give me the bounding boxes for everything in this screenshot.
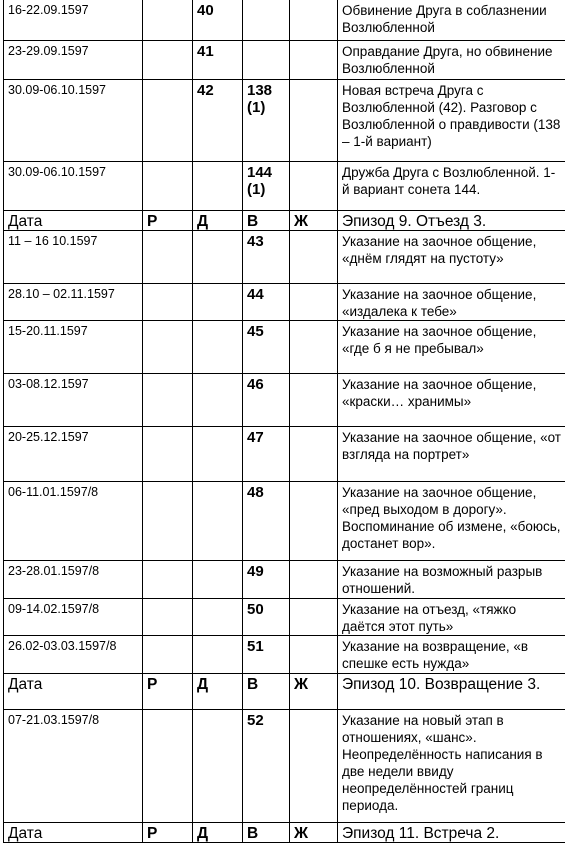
episode-cell: Указание на возможный разрыв отношений. (338, 561, 565, 599)
episode-cell: Указание на заочное общение, «где б я не пребывал» (338, 321, 565, 374)
episode-cell: Обвинение Друга в соблазнении Возлюбленной (338, 0, 565, 41)
date-cell: 15-20.11.1597 (4, 321, 143, 374)
episode-cell: Дружба Друга с Возлюбленной. 1-й вариант сонета 144. (338, 162, 565, 211)
date-cell: 03-08.12.1597 (4, 374, 143, 427)
v-cell: 144 (1) (243, 162, 290, 211)
v-cell: 47 (243, 427, 290, 482)
d-cell: Д (193, 674, 243, 710)
r-cell (143, 284, 193, 321)
table-row (4, 561, 565, 599)
date-cell: 11 – 16 10.1597 (4, 231, 143, 284)
v-cell: В (243, 674, 290, 710)
r-cell: Р (143, 674, 193, 710)
episode-cell: Оправдание Друга, но обвинение Возлюбленной (338, 41, 565, 80)
table-row (4, 284, 565, 321)
zh-cell (290, 162, 338, 211)
table-header-row (4, 823, 565, 843)
zh-cell (290, 561, 338, 599)
date-cell: Дата (4, 823, 143, 843)
table-row (4, 599, 565, 636)
r-cell (143, 710, 193, 823)
v-cell: 52 (243, 710, 290, 823)
episode-cell: Указание на заочное общение, «от взгляда на портрет» (338, 427, 565, 482)
date-cell: 09-14.02.1597/8 (4, 599, 143, 636)
v-cell: 43 (243, 231, 290, 284)
zh-cell: Ж (290, 211, 338, 231)
v-cell: 48 (243, 482, 290, 561)
d-cell: 40 (193, 0, 243, 41)
v-cell (243, 41, 290, 80)
v-cell: В (243, 823, 290, 843)
episode-cell: Эпизод 9. Отъезд 3. (338, 211, 565, 231)
date-cell: 16-22.09.1597 (4, 0, 143, 41)
r-cell (143, 0, 193, 41)
date-cell: 30.09-06.10.1597 (4, 162, 143, 211)
table-row (4, 0, 565, 41)
zh-cell (290, 636, 338, 674)
v-cell: 49 (243, 561, 290, 599)
d-cell (193, 374, 243, 427)
r-cell (143, 636, 193, 674)
zh-cell: Ж (290, 674, 338, 710)
date-cell: 20-25.12.1597 (4, 427, 143, 482)
zh-cell (290, 0, 338, 41)
chronology-table (3, 0, 565, 843)
zh-cell (290, 599, 338, 636)
zh-cell (290, 284, 338, 321)
r-cell (143, 561, 193, 599)
d-cell (193, 482, 243, 561)
r-cell: Р (143, 211, 193, 231)
table-row (4, 482, 565, 561)
zh-cell (290, 41, 338, 80)
r-cell (143, 162, 193, 211)
r-cell: Р (143, 823, 193, 843)
episode-cell: Указание на заочное общение, «краски… хранимы» (338, 374, 565, 427)
table-row (4, 374, 565, 427)
d-cell (193, 321, 243, 374)
table-row (4, 321, 565, 374)
zh-cell (290, 80, 338, 162)
zh-cell (290, 374, 338, 427)
date-cell: 23-28.01.1597/8 (4, 561, 143, 599)
zh-cell (290, 427, 338, 482)
date-cell: Дата (4, 674, 143, 710)
d-cell (193, 231, 243, 284)
r-cell (143, 231, 193, 284)
d-cell (193, 162, 243, 211)
episode-cell: Указание на новый этап в отношениях, «шанс». Неопределённость написания в две недели ввиду неопределённостей границ периода. (338, 710, 565, 823)
date-cell: 30.09-06.10.1597 (4, 80, 143, 162)
table-row (4, 427, 565, 482)
d-cell (193, 636, 243, 674)
d-cell (193, 599, 243, 636)
episode-cell: Эпизод 11. Встреча 2. (338, 823, 565, 843)
r-cell (143, 374, 193, 427)
r-cell (143, 482, 193, 561)
table-row (4, 80, 565, 162)
v-cell: 45 (243, 321, 290, 374)
date-cell: 26.02-03.03.1597/8 (4, 636, 143, 674)
v-cell: В (243, 211, 290, 231)
zh-cell: Ж (290, 823, 338, 843)
r-cell (143, 80, 193, 162)
r-cell (143, 427, 193, 482)
v-cell: 50 (243, 599, 290, 636)
r-cell (143, 41, 193, 80)
v-cell: 51 (243, 636, 290, 674)
episode-cell: Указание на заочное общение, «днём глядят на пустоту» (338, 231, 565, 284)
d-cell (193, 710, 243, 823)
d-cell (193, 284, 243, 321)
zh-cell (290, 231, 338, 284)
d-cell: Д (193, 211, 243, 231)
date-cell: 06-11.01.1597/8 (4, 482, 143, 561)
v-cell: 138 (1) (243, 80, 290, 162)
d-cell (193, 427, 243, 482)
v-cell: 44 (243, 284, 290, 321)
r-cell (143, 321, 193, 374)
zh-cell (290, 710, 338, 823)
zh-cell (290, 321, 338, 374)
date-cell: 23-29.09.1597 (4, 41, 143, 80)
episode-cell: Указание на заочное общение, «пред выходом в дорогу». Воспоминание об измене, «боюсь, достанет вор». (338, 482, 565, 561)
episode-cell: Указание на заочное общение, «издалека к тебе» (338, 284, 565, 321)
table-header-row (4, 211, 565, 231)
d-cell: Д (193, 823, 243, 843)
v-cell (243, 0, 290, 41)
episode-cell: Новая встреча Друга с Возлюбленной (42). Разговор с Возлюбленной о правдивости (138 – 1-й вариант) (338, 80, 565, 162)
episode-cell: Эпизод 10. Возвращение 3. (338, 674, 565, 710)
d-cell: 41 (193, 41, 243, 80)
date-cell: Дата (4, 211, 143, 231)
date-cell: 28.10 – 02.11.1597 (4, 284, 143, 321)
table-header-row (4, 674, 565, 710)
episode-cell: Указание на отъезд, «тяжко даётся этот путь» (338, 599, 565, 636)
table-row (4, 41, 565, 80)
table-row (4, 710, 565, 823)
d-cell: 42 (193, 80, 243, 162)
table-row (4, 162, 565, 211)
date-cell: 07-21.03.1597/8 (4, 710, 143, 823)
d-cell (193, 561, 243, 599)
r-cell (143, 599, 193, 636)
table-row (4, 231, 565, 284)
table-row (4, 636, 565, 674)
zh-cell (290, 482, 338, 561)
v-cell: 46 (243, 374, 290, 427)
episode-cell: Указание на возвращение, «в спешке есть нужда» (338, 636, 565, 674)
